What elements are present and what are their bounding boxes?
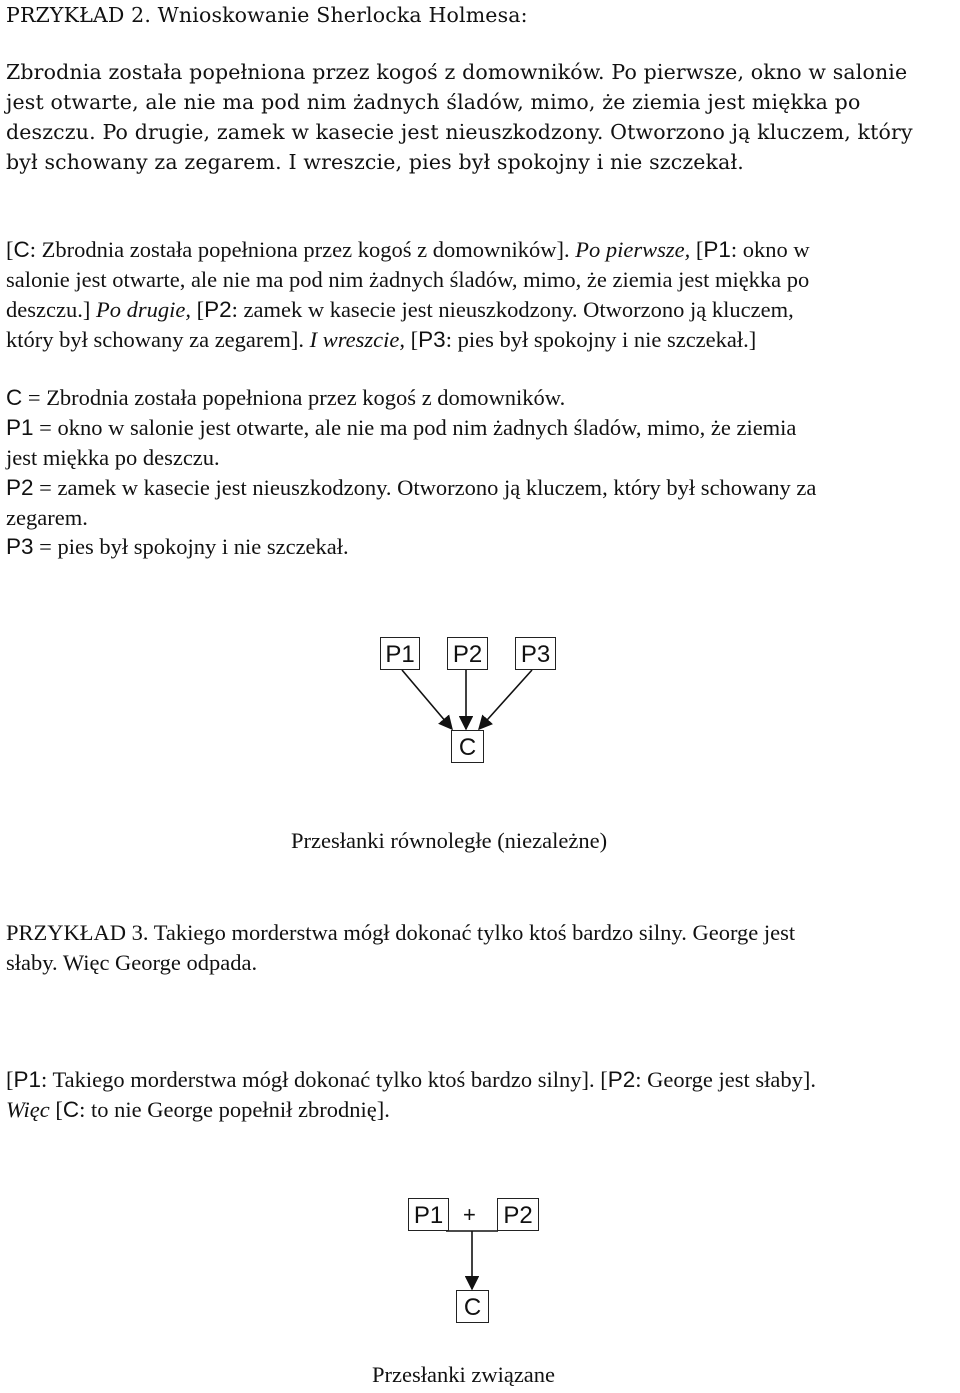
diagram1-box-p3: P3 <box>515 637 556 670</box>
label-c: C <box>62 1097 80 1122</box>
example3-annotated-line-2: Więc [C: to nie George popełnił zbrodnię]. <box>6 1097 390 1122</box>
arrow-p1-c <box>402 670 452 729</box>
story-line-4: był schowany za zegarem. I wreszcie, pies był spokojny i nie szczekał. <box>6 150 744 174</box>
definition-c: C = Zbrodnia została popełniona przez kogoś z domowników. <box>6 385 566 410</box>
example3-line-1: PRZYKŁAD 3. Takiego morderstwa mógł dokonać tylko ktoś bardzo silny. George jest <box>6 920 796 945</box>
label-p2: P2 <box>607 1067 636 1092</box>
diagram1-box-p1: P1 <box>380 637 420 670</box>
label-p2: P2 <box>204 297 232 322</box>
diagram1-caption: Przesłanki równoległe (niezależne) <box>291 828 608 853</box>
label-c: C <box>13 237 30 262</box>
diagram1-box-p2: P2 <box>447 637 488 670</box>
diagram2-caption: Przesłanki związane <box>372 1362 556 1387</box>
label-p3: P3 <box>418 327 446 352</box>
annotated-line-3: deszczu.] Po drugie, [P2: zamek w kasecie jest nieuszkodzony. Otworzono ją kluczem, <box>6 297 794 322</box>
definition-p1-cont: jest miękka po deszczu. <box>6 445 220 470</box>
example2-heading: PRZYKŁAD 2. Wnioskowanie Sherlocka Holmesa: <box>6 3 528 27</box>
example3-annotated-line-1: [P1: Takiego morderstwa mógł dokonać tylko ktoś bardzo silny]. [P2: George jest słaby]. <box>6 1067 817 1092</box>
definition-p2: P2 = zamek w kasecie jest nieuszkodzony. Otworzono ją kluczem, który był schowany za <box>6 475 817 500</box>
annotated-line-1: [C: Zbrodnia została popełniona przez kogoś z domowników]. Po pierwsze, [P1: okno w <box>6 237 810 262</box>
label-p1: P1 <box>13 1067 42 1092</box>
diagram2-box-c: C <box>456 1290 489 1323</box>
story-line-2: jest otwarte, ale nie ma pod nim żadnych śladów, mimo, że ziemia jest miękka po <box>6 90 861 114</box>
story-line-1: Zbrodnia została popełniona przez kogoś z domowników. Po pierwsze, okno w salonie <box>6 60 908 84</box>
example3-line-2: słaby. Więc George odpada. <box>6 950 258 975</box>
annotated-line-4: który był schowany za zegarem]. I wreszcie, [P3: pies był spokojny i nie szczekał.] <box>6 327 757 352</box>
label-p1: P1 <box>703 237 731 262</box>
definition-p3: P3 = pies był spokojny i nie szczekał. <box>6 534 349 559</box>
definition-p1: P1 = okno w salonie jest otwarte, ale nie ma pod nim żadnych śladów, mimo, że ziemia <box>6 415 797 440</box>
diagram2-box-p2: P2 <box>497 1198 539 1231</box>
diagram2-plus: + <box>463 1202 476 1227</box>
annotated-line-2: salonie jest otwarte, ale nie ma pod nim żadnych śladów, mimo, że ziemia jest miękka po <box>6 267 810 292</box>
diagram1-box-c: C <box>451 730 484 763</box>
arrow-p3-c <box>479 670 532 729</box>
definition-p2-cont: zegarem. <box>6 505 88 530</box>
diagram2-box-p1: P1 <box>408 1198 449 1231</box>
story-line-3: deszczu. Po drugie, zamek w kasecie jest nieuszkodzony. Otworzono ją kluczem, który <box>6 120 913 144</box>
